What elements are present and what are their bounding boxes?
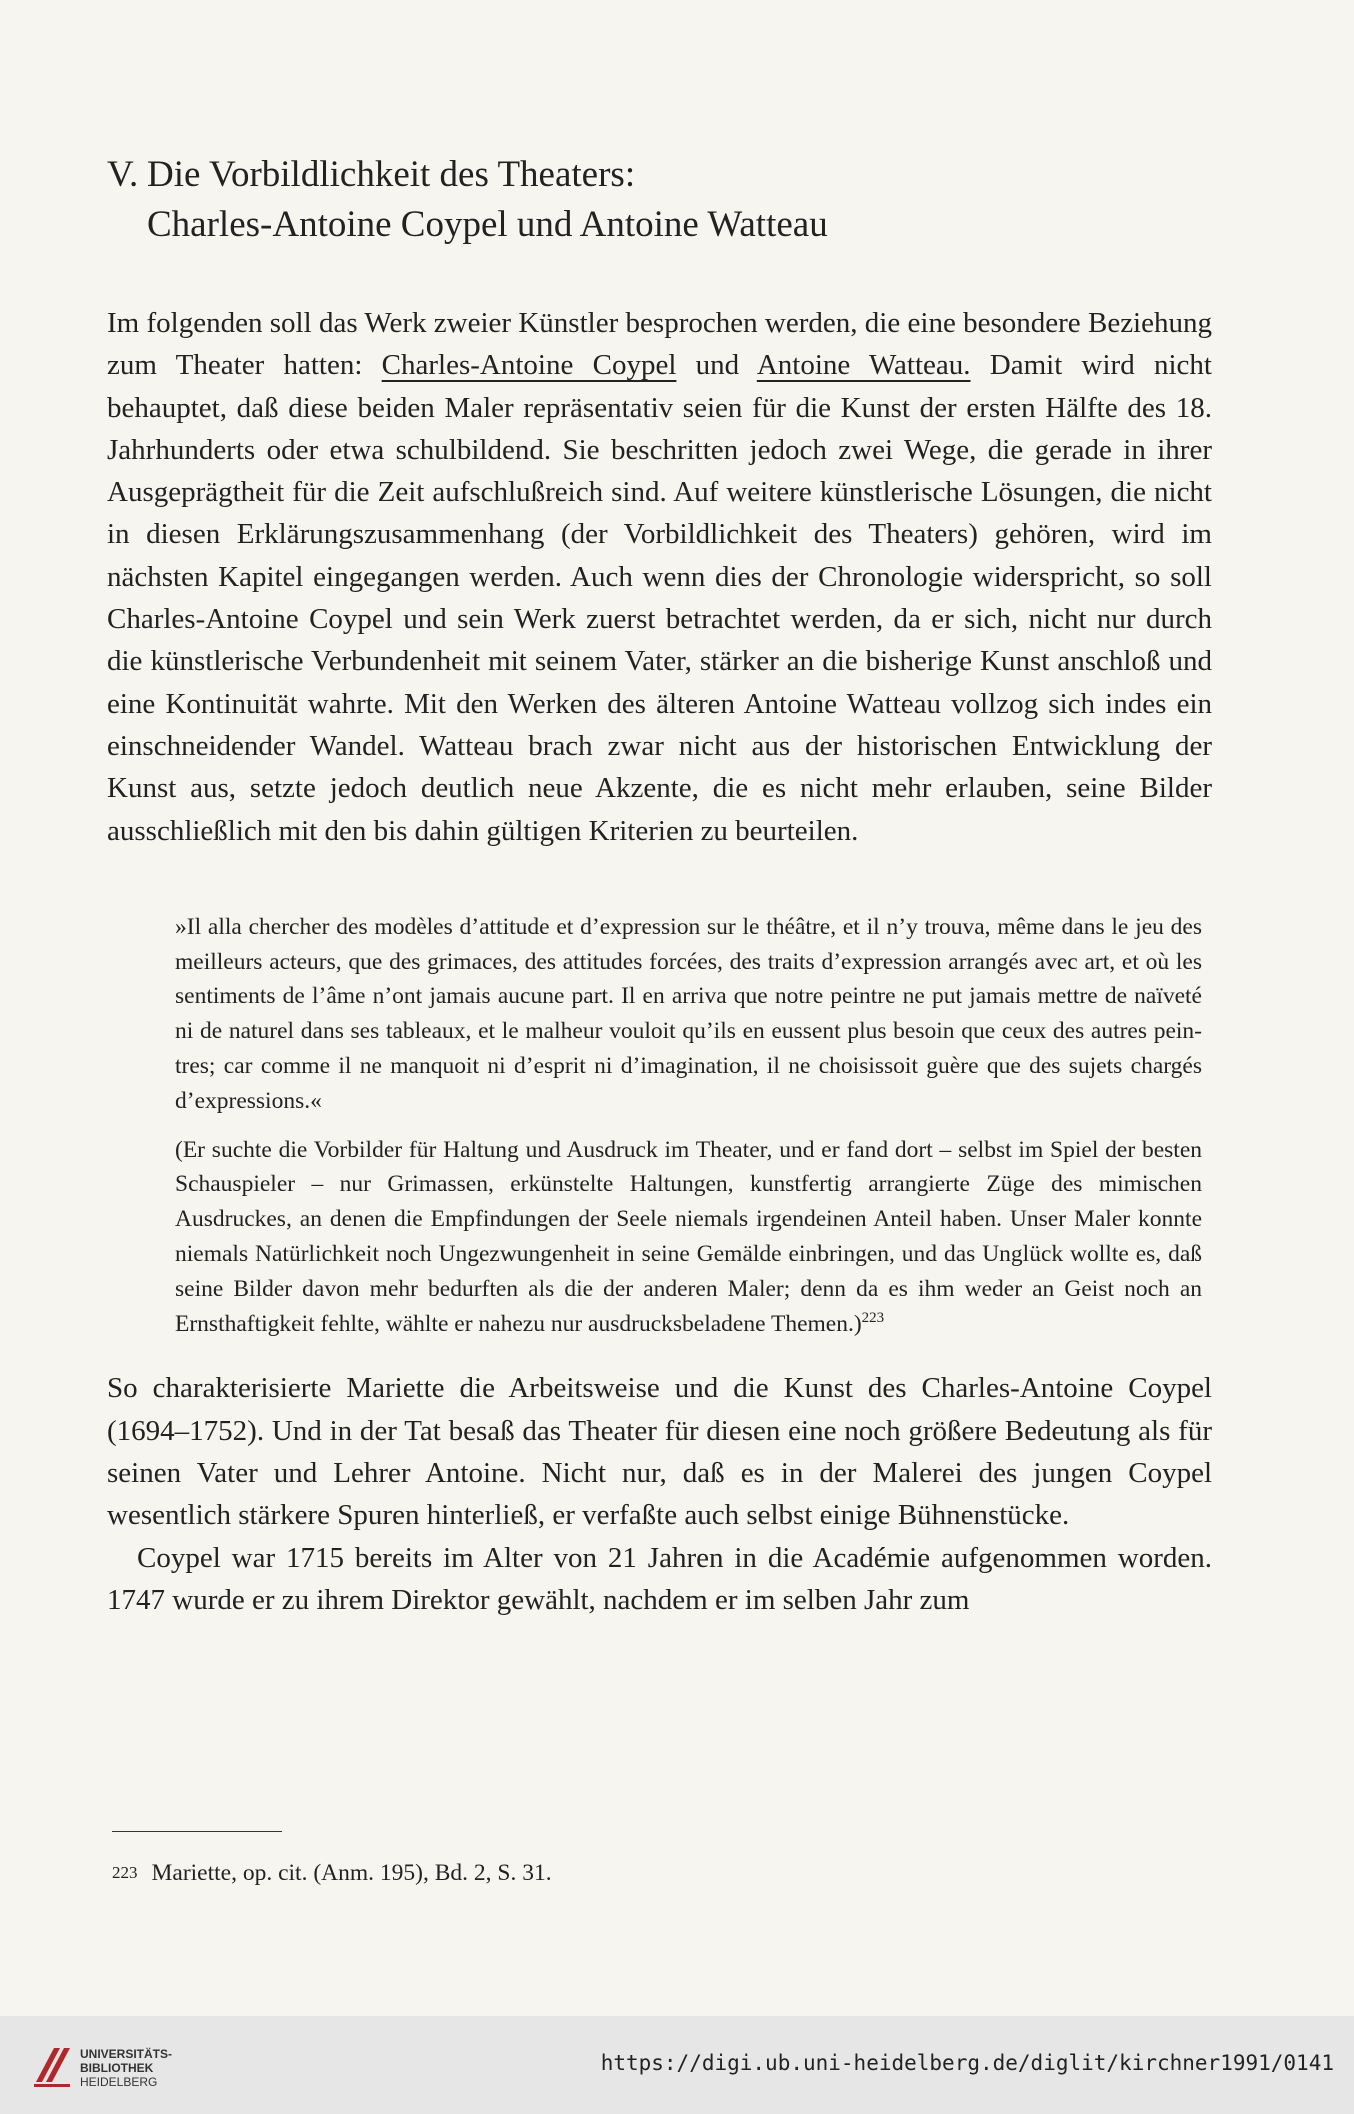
intro-text-mid: und [676, 349, 757, 382]
page-content [107, 150, 1212, 1621]
intro-text-rest: Damit wird nicht behauptet, daß diese beiden Maler repräsentativ seien für die Kunst der ersten Hälfte des 18. Jahrhunderts oder etwa schulbildend. Sie beschritten jedoch zwei Wege, die gerade in ihrer Ausgeprägtheit für die Zeit aufschlußreich sind. Auf weitere künstlerische Lösungen, die nicht in diesen Erklärungszusammenhang (der Vorbildlichkeit des Theaters) gehören, wird im nächsten Kapitel eingegangen werden. Auch wenn dies der Chronologie widerspricht, so soll Charles-Antoine Coypel und sein Werk zuerst betrachtet werden, da er sich, nicht nur durch die künstlerische Verbundenheit mit seinem Vater, stärker an die bisherige Kunst anschloß und eine Kontinuität wahrte. Mit den Werken des älteren Antoine Watteau vollzog sich indes ein einschneidender Wandel. Watteau brach zwar nicht aus der historischen Entwicklung der Kunst aus, setzte jedoch deutlich neue Akzente, die es nicht mehr erlauben, seine Bilder ausschließlich mit den bis dahin gültigen Kriterien zu beurteilen. [107, 349, 1212, 847]
block-quote [175, 910, 1202, 1342]
intro-text-start: Im folgenden soll das Werk zweier Künstler besprochen werden, die eine besondere Beziehung zum Theater hatten: [107, 307, 1212, 382]
footnote-number: 223 [112, 1863, 138, 1882]
logo-line-3: HEIDELBERG [80, 2075, 158, 2089]
paragraph-intro [107, 302, 1212, 852]
chapter-title-line1: Die Vorbildlichkeit des Theaters: [147, 154, 636, 195]
chapter-heading [107, 150, 1212, 250]
footnote-reference[interactable]: 223 [861, 1309, 885, 1326]
viewer-footer [0, 2016, 1354, 2114]
library-logo-text [80, 2047, 172, 2089]
library-logo-icon [30, 2042, 74, 2090]
chapter-title-line2: Charles-Antoine Coypel und Antoine Watteau [147, 204, 828, 245]
quote-german-text: (Er suchte die Vorbilder für Haltung und Ausdruck im Theater, und er fand dort – selbst im Spiel der besten Schauspieler – nur Grimassen, erkünstelte Haltungen, kunstfertig arrangierte Züge des mimischen Ausdruckes, an denen die Empfindungen der Seele niemals irgendeinen Anteil haben. Unser Maler konnte niemals Natürlichkeit noch Ungezwungenheit in seine Gemälde einbringen, und das Unglück wollte es, daß seine Bilder davon mehr bedurften als die der anderen Maler; denn da es ihm weder an Geist noch an Ernsthaftigkeit fehlte, wählte er nahezu nur ausdrucksbeladene Themen.) [175, 1136, 1202, 1337]
quote-french: »Il alla chercher des modèles d’attitude et d’expression sur le théâtre, et il n’y trouva, même dans le jeu des meilleurs acteurs, que des grimaces, des attitudes forcées, des traits d’expression arrangés avec art, et où les sentiments de l’âme n’ont jamais aucune part. Il en arriva que notre peintre ne put jamais mettre de naïveté ni de naturel dans ses tableaux, et le malheur vouloit qu’ils en eussent plus besoin que ceux des autres peintres; car comme il ne manquoit ni d’esprit ni d’imagination, il ne choisissoit guère que des sujets chargés d’expressions.« [175, 913, 1202, 1114]
logo-line-1: UNIVERSITÄTS- [80, 2047, 173, 2061]
footnote [112, 1858, 552, 1888]
quote-german-translation [175, 1133, 1202, 1342]
paragraph-mariette: So charakterisierte Mariette die Arbeitsweise und die Kunst des Charles-Antoine Coypel (1694–1752). Und in der Tat besaß das Theater für diesen eine noch größere Bedeutung als für seinen Vater und Lehrer Antoine. Nicht nur, daß es in der Malerei des jungen Coypel wesentlich stärkere Spuren hinterließ, er verfaßte auch selbst einige Bühnenstücke. [107, 1372, 1212, 1532]
permalink-url[interactable]: https://digi.ub.uni-heidelberg.de/diglit/kirchner1991/0141 [600, 2051, 1334, 2075]
logo-line-2: BIBLIOTHEK [80, 2061, 154, 2075]
footnote-divider [112, 1831, 282, 1832]
paragraph-coypel: Coypel war 1715 bereits im Alter von 21 Jahren in die Académie aufgenommen worden. 1747 wurde er zu ihrem Direktor gewählt, nachdem er im selben Jahr zum [107, 1541, 1212, 1616]
footnote-text: Mariette, op. cit. (Anm. 195), Bd. 2, S. 31. [151, 1860, 552, 1886]
underlined-name-coypel: Charles-Antoine Coypel [381, 349, 677, 382]
underlined-name-watteau: Antoine Watteau. [756, 349, 971, 382]
chapter-number: V. [107, 154, 139, 195]
